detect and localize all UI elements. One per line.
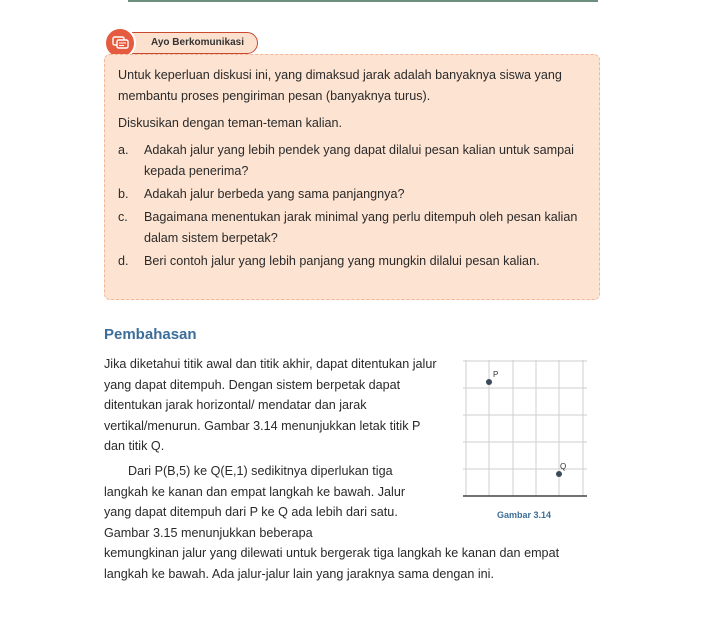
point-p-label: P	[493, 370, 499, 379]
question-item	[118, 251, 587, 272]
paragraph-2-text: Dari P(B,5) ke Q(E,1) sedikitnya diperlukan tiga langkah ke kanan dan empat langkah ke bawah. Jalur yang dapat ditempuh dari P ke Q ada lebih dari satu. Gambar 3.15 menunjukkan beberapa	[104, 464, 406, 540]
question-text: Beri contoh jalur yang lebih panjang yang mungkin dilalui pesan kalian.	[144, 254, 540, 268]
box-intro: Untuk keperluan diskusi ini, yang dimaksud jarak adalah banyaknya siswa yang membantu proses pengiriman pesan (banyaknya turus).	[118, 68, 562, 103]
top-rule	[128, 0, 598, 2]
question-number: c.	[118, 210, 128, 224]
question-item	[118, 207, 587, 249]
section-label	[106, 32, 258, 54]
question-text: Bagaimana menentukan jarak minimal yang perlu ditempuh oleh pesan kalian dalam sistem berpetak?	[144, 210, 578, 245]
section-heading: Pembahasan	[104, 326, 197, 343]
box-instruction: Diskusikan dengan teman-teman kalian.	[118, 116, 343, 130]
paragraph-2	[104, 461, 434, 543]
question-text: Adakah jalur yang lebih pendek yang dapat dilalui pesan kalian untuk sampai kepada penerima?	[144, 143, 574, 178]
question-number: a.	[118, 143, 129, 157]
question-text: Adakah jalur berbeda yang sama panjangnya?	[144, 187, 405, 201]
question-number: b.	[118, 187, 129, 201]
question-item	[118, 140, 587, 182]
point-p	[486, 379, 492, 385]
paragraph-3: kemungkinan jalur yang dilewati untuk bergerak tiga langkah ke kanan dan empat langkah ke bawah. Ada jalur-jalur lain yang jaraknya sama dengan ini.	[104, 546, 560, 581]
grid-figure	[463, 360, 587, 498]
question-number: d.	[118, 254, 129, 268]
figure-caption: Gambar 3.14	[497, 510, 552, 520]
discussion-box	[104, 54, 600, 300]
paragraph-1: Jika diketahui titik awal dan titik akhir, dapat ditentukan jalur yang dapat ditempuh. Dengan sistem berpetak dapat ditentukan jarak horizontal/ mendatar dan jarak vertikal/menurun. Gambar 3.14 menunjukkan letak titik P dan titik Q.	[104, 357, 437, 453]
grid-lines	[463, 360, 587, 496]
question-item	[118, 184, 587, 205]
point-q	[556, 471, 562, 477]
section-label-text: Ayo Berkomunikasi	[151, 37, 244, 48]
point-q-label: Q	[560, 462, 567, 471]
